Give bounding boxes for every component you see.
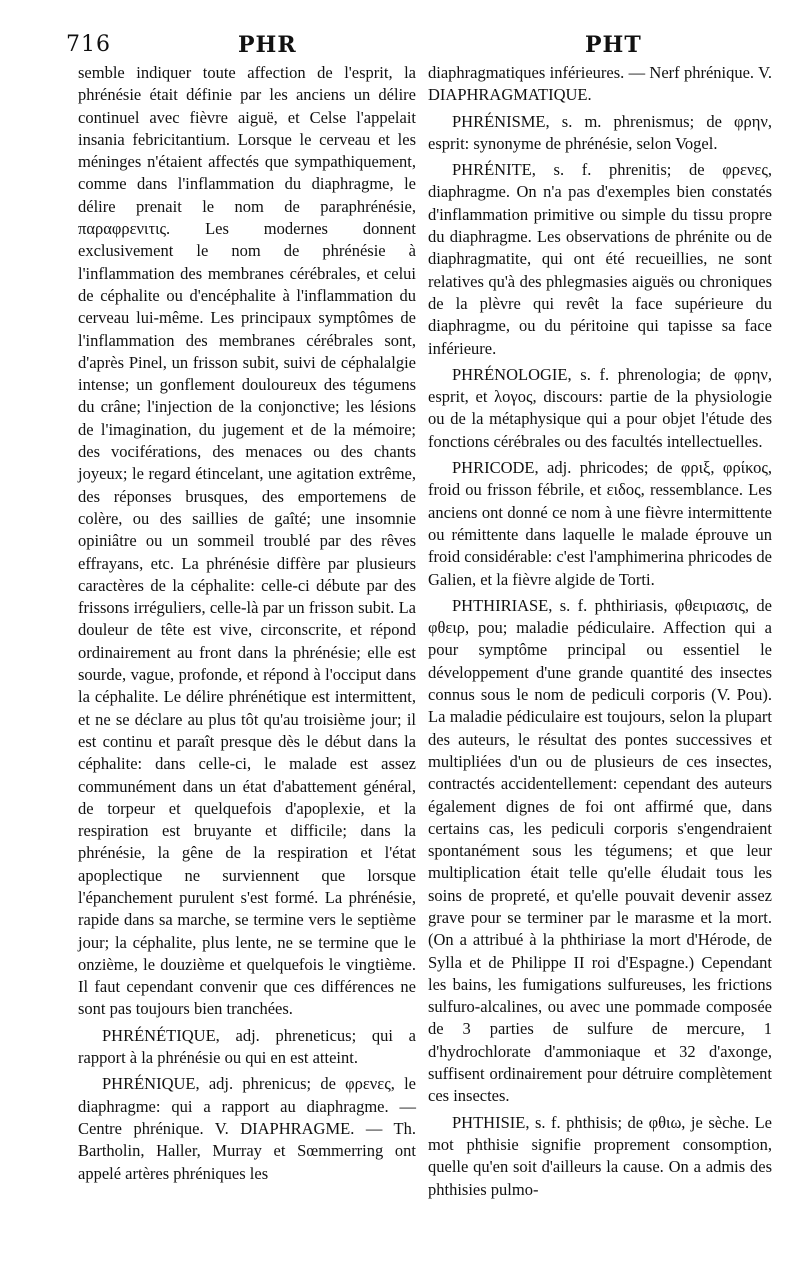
entry-phrenique: PHRÉNIQUE, adj. phrenicus; de φρενες, le diaphragme: qui a rapport au diaphragme. — Centre phrénique. V. DIAPHRAGME. — Th. Bartholin, Haller, Murray et Sœmmerring ont appelé artères phréniques les: [78, 1074, 416, 1183]
entry-phrenologie: PHRÉNOLOGIE, s. f. phrenologia; de φρην, esprit, et λογος, discours: partie de la physiologie ou de la métaphysique qui a pour objet l'étude des fonctions cérébrales ou des facultés intellectuelles.: [428, 364, 772, 451]
entry-phrenite: PHRÉNITE, s. f. phrenitis; de φρενες, diaphragme. On n'a pas d'exemples bien constatés d'inflammation primitive ou simple du tissu propre du diaphragme. Les observations de phrénite ou de diaphragmatite, qui ont été recueillies, ne sont relatives qu'à des phlegmasies aiguës ou chroniques de la plèvre qui revêt la face supérieure du diaphragme, ou du péritoine qui tapisse sa face inférieure.: [428, 160, 772, 358]
entry-phrenetique: PHRÉNÉTIQUE, adj. phreneticus; qui a rapport à la phrénésie ou qui en est atteint.: [78, 1025, 416, 1068]
left-column: [78, 62, 416, 1185]
page-number: 716: [66, 32, 111, 57]
entry-phthisie: PHTHISIE, s. f. phthisis; de φθιω, je sèche. Le mot phthisie signifie proprement consomption, quelle qu'en soit d'ailleurs la cause. On a admis des phthisies pulmo-: [428, 1112, 772, 1199]
entry-phrenisme: PHRÉNISME, s. m. phrenismus; de φρην, esprit: synonyme de phrénésie, selon Vogel.: [428, 111, 772, 153]
right-column: [428, 62, 772, 1201]
running-head-left: PHR: [238, 32, 297, 58]
entry-phrenesie-continuation: semble indiquer toute affection de l'esprit, la phrénésie était définie par les anciens un délire continuel avec fièvre aiguë, et Celse l'appelait insania febricitantium. Lorsque le cerveau et les méninges n'étaient affectés que sympathiquement, comme dans l'inflammation du diaphragme, le délire prenait le nom de paraphrénésie, παραφρενιτις. Les modernes donnent exclusivement le nom de phrénésie à l'inflammation des membranes cérébrales, et celui de céphalite ou d'encéphalite à l'inflammation du cerveau lui-même. Les principaux symptômes de l'inflammation des membranes cérébrales sont, d'après Pinel, un frisson subit, suivi de céphalalgie intense; un gonflement douloureux des tégumens du crâne; l'injection de la conjonctive; les lésions de l'imagination, du jugement et de la mémoire; des vociférations, des menaces ou des chants joyeux; le regard étincelant, une agitation extrême, des réponses brusques, des emportemens de colère, ou des saillies de gaîté; une insomnie opiniâtre ou un sommeil troublé par des rêves effrayans, etc. La phrénésie diffère par plusieurs caractères de la céphalite: celle-ci débute par des frissons irréguliers, celle-là par un frisson subit. La douleur de tête est vive, circonscrite, et répond ordinairement au front dans la phrénésie; elle est sourde, vague, profonde, et répond à l'occiput dans la céphalite. Le délire phrénétique est intermittent, et ne se déclare au plus tôt qu'au troisième jour; il est continu et paraît presque dès le début dans la céphalite: dans celle-ci, le malade est assez communément dans un état d'abattement général, de torpeur et quelquefois d'apoplexie, et la respiration est bruyante et difficile; dans la phrénésie, la gêne de la respiration et l'état apoplectique ne surviennent que lorsque l'épanchement purulent s'est formé. La phrénésie, rapide dans sa marche, se termine vers le septième jour; la céphalite, plus lente, ne se termine que le onzième, le douzième et quelquefois le vingtième. Il faut cependant convenir que ces différences ne sont pas toujours bien tranchées.: [78, 63, 416, 1019]
entry-phrenique-continuation: diaphragmatiques inférieures. — Nerf phrénique. V. DIAPHRAGMATIQUE.: [428, 63, 772, 105]
entry-phthiriase: PHTHIRIASE, s. f. phthiriasis, φθειριασις, de φθειρ, pou; maladie pédiculaire. Affection qui a pour symptôme principal ou essentiel le développement d'une grande quantité des insectes connus sous le nom de pediculi corporis (V. Pou). La maladie pédiculaire est toujours, selon la plupart des auteurs, le résultat des pontes successives et multipliées d'un ou de plusieurs de ces insectes, contractés accidentellement: cependant des auteurs également dignes de foi ont affirmé que, dans certains cas, les pediculi corporis s'engendraient spontanément sous les tégumens; et que leur multiplication était telle qu'elle éludait tous les soins de propreté, et qu'elle pouvait devenir assez grave pour se terminer par le marasme et la mort. (On a attribué à la phthiriase la mort d'Hérode, de Sylla et de Philippe II roi d'Espagne.) Cependant les bains, les fumigations sulfureuses, les frictions sulfuro-alcalines, ou avec une pommade composée de 3 parties de sulfure de mercure, 1 d'hydrochlorate d'ammoniaque et 32 d'axonge, suffisent ordinairement pour détruire complètement ces insectes.: [428, 595, 772, 1106]
running-head-right: PHT: [585, 32, 642, 58]
entry-phricode: PHRICODE, adj. phricodes; de φριξ, φρίκος, froid ou frisson fébrile, et ειδος, ressemblance. Les anciens ont donné ce nom à une fièvre intermittente ou rémittente dans laquelle le malade éprouve un froid considérable: c'est l'amphimerina phricodes de Galien, et la fièvre algide de Torti.: [428, 458, 772, 589]
